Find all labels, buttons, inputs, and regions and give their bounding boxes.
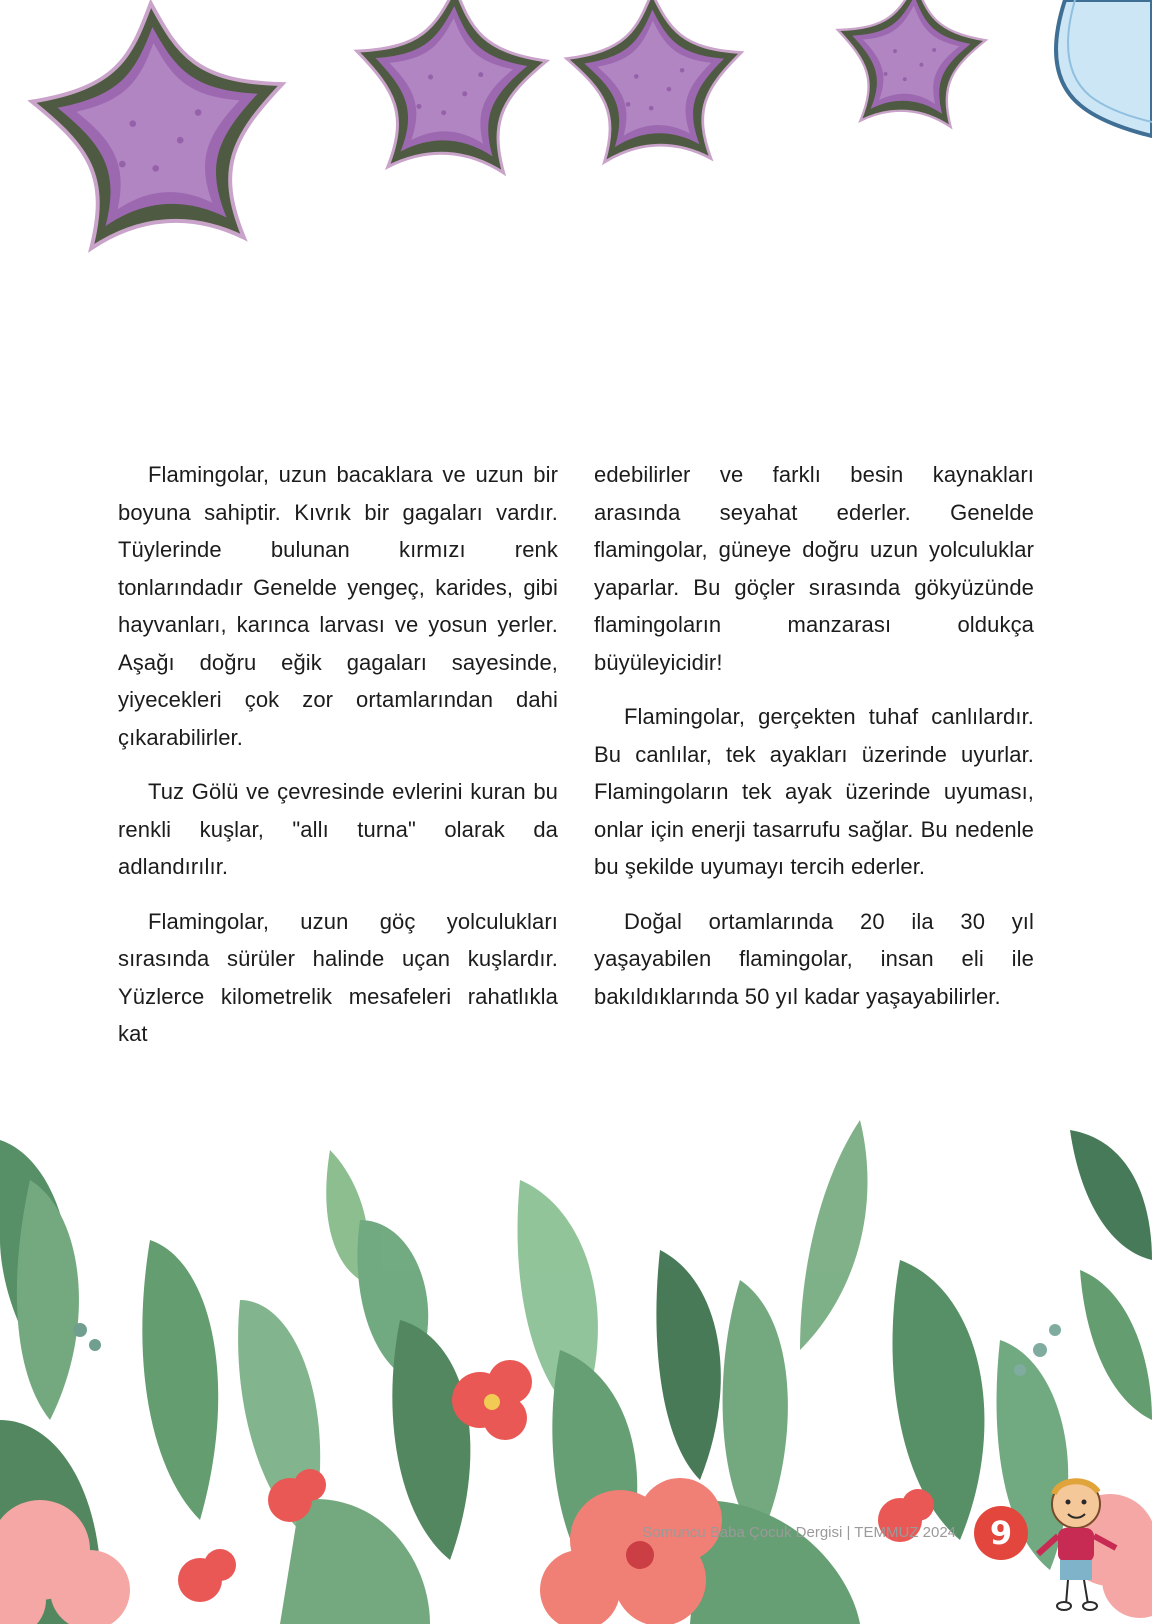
paragraph: Flamingolar, uzun bacaklara ve uzun bir boyuna sahiptir. Kıvrık bir gagaları vardır. Tüylerinde bulunan kırmızı renk tonlarındadır Genelde yengeç, karides, gibi hayvanları, karınca larvası ve yosun yerler. Aşağı doğru eğik gagaları sayesinde, yiyecekleri çok zor ortamlarından dahi çıkarabilirler. — [118, 462, 558, 750]
purple-stars-decoration — [0, 0, 1152, 290]
mascot-icon — [1028, 1474, 1128, 1624]
column-left — [118, 456, 558, 1070]
paragraph: Doğal ortamlarında 20 ila 30 yıl yaşayabilen flamingolar, insan eli ile bakıldıklarında 50 yıl kadar yaşayabilirler. — [594, 908, 1034, 1009]
paragraph: Tuz Gölü ve çevresinde evlerini kuran bu renkli kuşlar, "allı turna" olarak da adlandırılır. — [118, 779, 558, 879]
paragraph: edebilirler ve farklı besin kaynakları arasında seyahat ederler. Genelde flamingolar, güneye doğru uzun yolculuklar yaparlar. Bu göçler sırasında gökyüzünde flamingoların manzarası oldukça büyüleyicidir! — [594, 462, 1034, 675]
article-body — [118, 456, 1034, 1070]
paragraph: Flamingolar, gerçekten tuhaf canlılardır. Bu canlılar, tek ayakları üzerinde uyurlar. Flamingoların tek ayak üzerinde uyuması, onlar için enerji tasarrufu sağlar. Bu nedenle bu şekilde uyumayı tercih ederler. — [594, 704, 1034, 879]
page-number: 9 — [974, 1506, 1028, 1560]
star-1 — [26, 0, 293, 252]
star-4 — [832, 0, 990, 129]
column-right — [594, 456, 1034, 1070]
paragraph: Flamingolar, uzun göç yolculukları sırasında sürüler halinde uçan kuşlardır. Yüzlerce kilometrelik mesafeleri rahatlıkla kat — [118, 908, 558, 1046]
magazine-footer: Somuncu Baba Çocuk Dergisi | TEMMUZ 2024 — [642, 1524, 956, 1541]
star-2 — [351, 0, 550, 175]
pool-edge — [1056, 0, 1152, 136]
star-3 — [564, 0, 745, 163]
